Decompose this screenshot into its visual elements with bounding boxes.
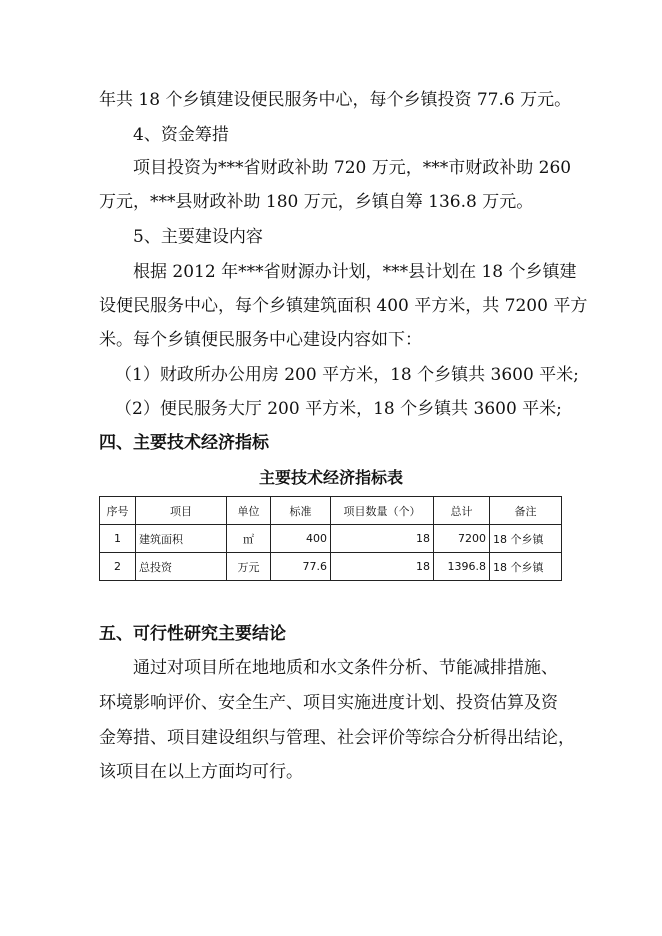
table-cell: 7200 <box>434 525 490 553</box>
table-cell: 18 个乡镇 <box>490 553 562 581</box>
table-cell: 18 个乡镇 <box>490 525 562 553</box>
table-cell: 总投资 <box>136 553 227 581</box>
table-cell: 18 <box>331 525 434 553</box>
table-cell: 建筑面积 <box>136 525 227 553</box>
paragraph-line: 万元，***县财政补助 180 万元，乡镇自筹 136.8 万元。 <box>99 192 534 212</box>
table-cell: 77.6 <box>271 553 331 581</box>
header-cell: 单位 <box>227 497 271 525</box>
table-cell: 18 <box>331 553 434 581</box>
section-heading-conclusion: 五、可行性研究主要结论 <box>99 624 286 644</box>
table-caption: 主要技术经济指标表 <box>258 468 403 487</box>
paragraph-line: 该项目在以上方面均可行。 <box>99 762 303 782</box>
paragraph-line: 设便民服务中心，每个乡镇建筑面积 400 平方米，共 7200 平方 <box>99 296 588 316</box>
header-cell: 项目 <box>136 497 227 525</box>
table-header-row <box>100 497 562 525</box>
header-cell: 项目数量（个） <box>331 497 434 525</box>
paragraph-line: 年共 18 个乡镇建设便民服务中心，每个乡镇投资 77.6 万元。 <box>99 90 572 110</box>
subsection-title-funding: 4、资金筹措 <box>133 125 229 145</box>
paragraph-line: 环境影响评价、安全生产、项目实施进度计划、投资估算及资 <box>99 693 558 713</box>
header-cell: 备注 <box>490 497 562 525</box>
table-cell: 2 <box>100 553 136 581</box>
header-cell: 标准 <box>271 497 331 525</box>
section-heading-indicators: 四、主要技术经济指标 <box>99 433 269 453</box>
table-cell: ㎡ <box>227 525 271 553</box>
table-cell: 400 <box>271 525 331 553</box>
table-cell: 万元 <box>227 553 271 581</box>
table-cell: 1396.8 <box>434 553 490 581</box>
header-cell: 序号 <box>100 497 136 525</box>
header-cell: 总计 <box>434 497 490 525</box>
paragraph-line: 根据 2012 年***省财源办计划，***县计划在 18 个乡镇建 <box>133 262 577 282</box>
list-item: （1）财政所办公用房 200 平方米，18 个乡镇共 3600 平米; <box>115 365 579 385</box>
subsection-title-content: 5、主要建设内容 <box>133 227 263 247</box>
paragraph-line: 米。每个乡镇便民服务中心建设内容如下： <box>99 330 422 350</box>
paragraph-line: 金筹措、项目建设组织与管理、社会评价等综合分析得出结论， <box>99 728 575 748</box>
table-row <box>100 553 562 581</box>
paragraph-line: 项目投资为***省财政补助 720 万元，***市财政补助 260 <box>133 158 572 178</box>
table-cell: 1 <box>100 525 136 553</box>
indicator-table <box>99 496 562 581</box>
list-item: （2）便民服务大厅 200 平方米，18 个乡镇共 3600 平米; <box>115 399 562 419</box>
paragraph-line: 通过对项目所在地地质和水文条件分析、节能减排措施、 <box>133 658 558 678</box>
table-row <box>100 525 562 553</box>
